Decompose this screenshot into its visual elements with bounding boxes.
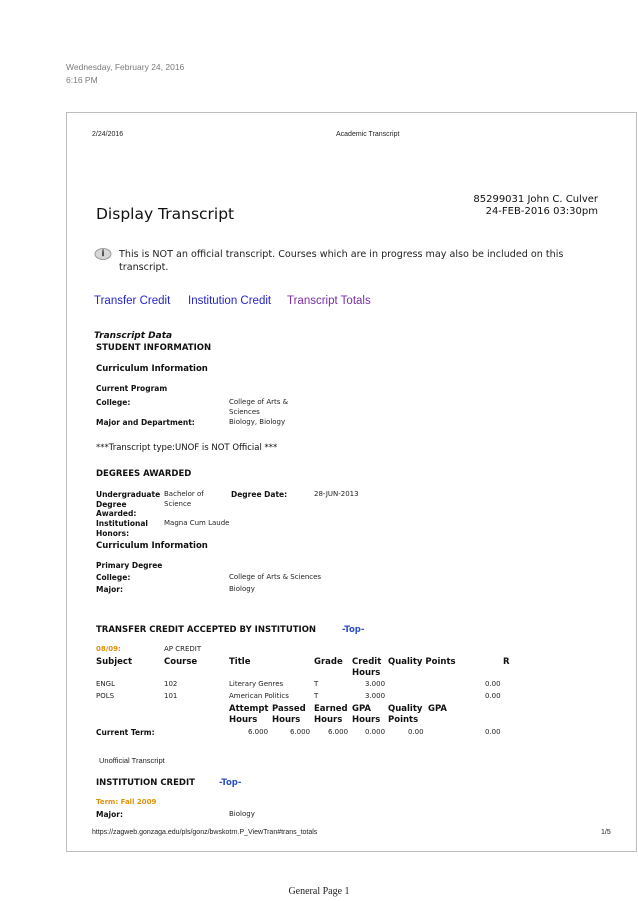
college-value: College of Arts & Sciences bbox=[229, 398, 289, 416]
transcript-data-caption: Transcript Data bbox=[94, 331, 173, 341]
institution-credit-link[interactable]: Institution Credit bbox=[188, 295, 272, 307]
print-header-title: Academic Transcript bbox=[336, 131, 400, 138]
current-term-quality-points: 0.00 bbox=[408, 728, 424, 736]
row-credit: 3.000 bbox=[365, 692, 386, 700]
print-header-date: 2/24/2016 bbox=[92, 131, 124, 138]
transfer-top-link[interactable]: -Top- bbox=[342, 625, 365, 635]
curriculum-heading: Curriculum Information bbox=[96, 364, 208, 374]
export-date: Wednesday, February 24, 2016 bbox=[66, 62, 185, 72]
row-quality: 0.00 bbox=[485, 692, 501, 700]
current-term-gpa: 0.00 bbox=[485, 728, 501, 736]
degree-date-label: Degree Date: bbox=[231, 490, 288, 499]
current-program-label: Current Program bbox=[96, 384, 168, 393]
col-quality-points: Quality Points bbox=[388, 657, 456, 667]
row-credit: 3.000 bbox=[365, 680, 386, 688]
honors-value: Magna Cum Laude bbox=[164, 519, 230, 527]
row-title: Literary Genres bbox=[229, 680, 284, 688]
primary-degree-label: Primary Degree bbox=[96, 561, 163, 570]
col-credit-hours: Credit Hours bbox=[352, 657, 382, 678]
general-page-label: General Page 1 bbox=[288, 886, 350, 897]
transfer-source: AP CREDIT bbox=[164, 645, 202, 653]
col-r: R bbox=[503, 657, 510, 667]
degree-college-label: College: bbox=[96, 573, 131, 582]
transcript-type: ***Transcript type:UNOF is NOT Official *** bbox=[96, 443, 278, 453]
col-passed-hours: Passed Hours bbox=[272, 704, 306, 725]
col-gpa-hours: GPA Hours bbox=[352, 704, 381, 725]
institution-credit-heading: INSTITUTION CREDIT bbox=[96, 778, 195, 788]
row-grade: T bbox=[314, 680, 319, 688]
institution-major-value: Biology bbox=[229, 810, 255, 818]
current-term-passed: 6.000 bbox=[290, 728, 311, 736]
student-information-heading: STUDENT INFORMATION bbox=[96, 343, 212, 353]
footer-url: https://zagweb.gonzaga.edu/pls/gonz/bwskotrn.P_ViewTran#trans_totals bbox=[92, 829, 318, 836]
degree-date-value: 28-JUN-2013 bbox=[314, 490, 359, 498]
row-subject: ENGL bbox=[96, 680, 115, 688]
unofficial-transcript-label: Unofficial Transcript bbox=[99, 756, 165, 765]
generated-timestamp: 24-FEB-2016 03:30pm bbox=[485, 206, 598, 217]
current-term-label: Current Term: bbox=[96, 728, 155, 737]
transfer-credit-link[interactable]: Transfer Credit bbox=[94, 295, 171, 307]
row-course: 101 bbox=[164, 692, 178, 700]
transfer-term: 08/09: bbox=[96, 645, 121, 653]
degree-college-value: College of Arts & Sciences bbox=[229, 573, 322, 581]
export-time: 6:16 PM bbox=[66, 75, 98, 85]
transfer-credit-heading: TRANSFER CREDIT ACCEPTED BY INSTITUTION bbox=[96, 625, 317, 635]
undergraduate-degree-label: Undergraduate Degree Awarded: bbox=[96, 490, 161, 518]
col-attempt-hours: Attempt Hours bbox=[229, 704, 269, 725]
printed-page-frame bbox=[66, 112, 637, 852]
col-earned-hours: Earned Hours bbox=[314, 704, 348, 725]
degrees-heading: DEGREES AWARDED bbox=[96, 469, 192, 479]
undergraduate-degree-value: Bachelor of Science bbox=[164, 490, 204, 508]
unofficial-notice: This is NOT an official transcript. Courses which are in progress may also be included on this transcript. bbox=[119, 249, 564, 273]
degree-curriculum-heading: Curriculum Information bbox=[96, 541, 208, 551]
col-course: Course bbox=[164, 657, 198, 667]
col-gpa: GPA bbox=[428, 704, 448, 714]
student-id-name: 85299031 John C. Culver bbox=[473, 194, 598, 205]
institution-top-link[interactable]: -Top- bbox=[219, 778, 242, 788]
page-title: Display Transcript bbox=[96, 205, 235, 223]
major-department-value: Biology, Biology bbox=[229, 418, 286, 426]
info-icon bbox=[94, 248, 112, 262]
institution-major-label: Major: bbox=[96, 810, 123, 819]
row-title: American Politics bbox=[229, 692, 289, 700]
col-subject: Subject bbox=[96, 657, 133, 667]
transcript-totals-link[interactable]: Transcript Totals bbox=[287, 295, 371, 307]
degree-major-label: Major: bbox=[96, 585, 123, 594]
current-term-gpa-hours: 0.000 bbox=[365, 728, 386, 736]
footer-page-number: 1/5 bbox=[601, 829, 611, 836]
degree-major-value: Biology bbox=[229, 585, 255, 593]
current-term-attempt: 6.000 bbox=[248, 728, 269, 736]
current-term-earned: 6.000 bbox=[328, 728, 349, 736]
college-label: College: bbox=[96, 398, 131, 407]
honors-label: Institutional Honors: bbox=[96, 519, 148, 538]
row-course: 102 bbox=[164, 680, 178, 688]
row-subject: POLS bbox=[96, 692, 115, 700]
col-title: Title bbox=[229, 657, 251, 667]
institution-term: Term: Fall 2009 bbox=[96, 798, 157, 806]
col-grade: Grade bbox=[314, 657, 343, 667]
row-grade: T bbox=[314, 692, 319, 700]
col-qp: Quality Points bbox=[388, 704, 423, 725]
major-department-label: Major and Department: bbox=[96, 418, 195, 427]
row-quality: 0.00 bbox=[485, 680, 501, 688]
